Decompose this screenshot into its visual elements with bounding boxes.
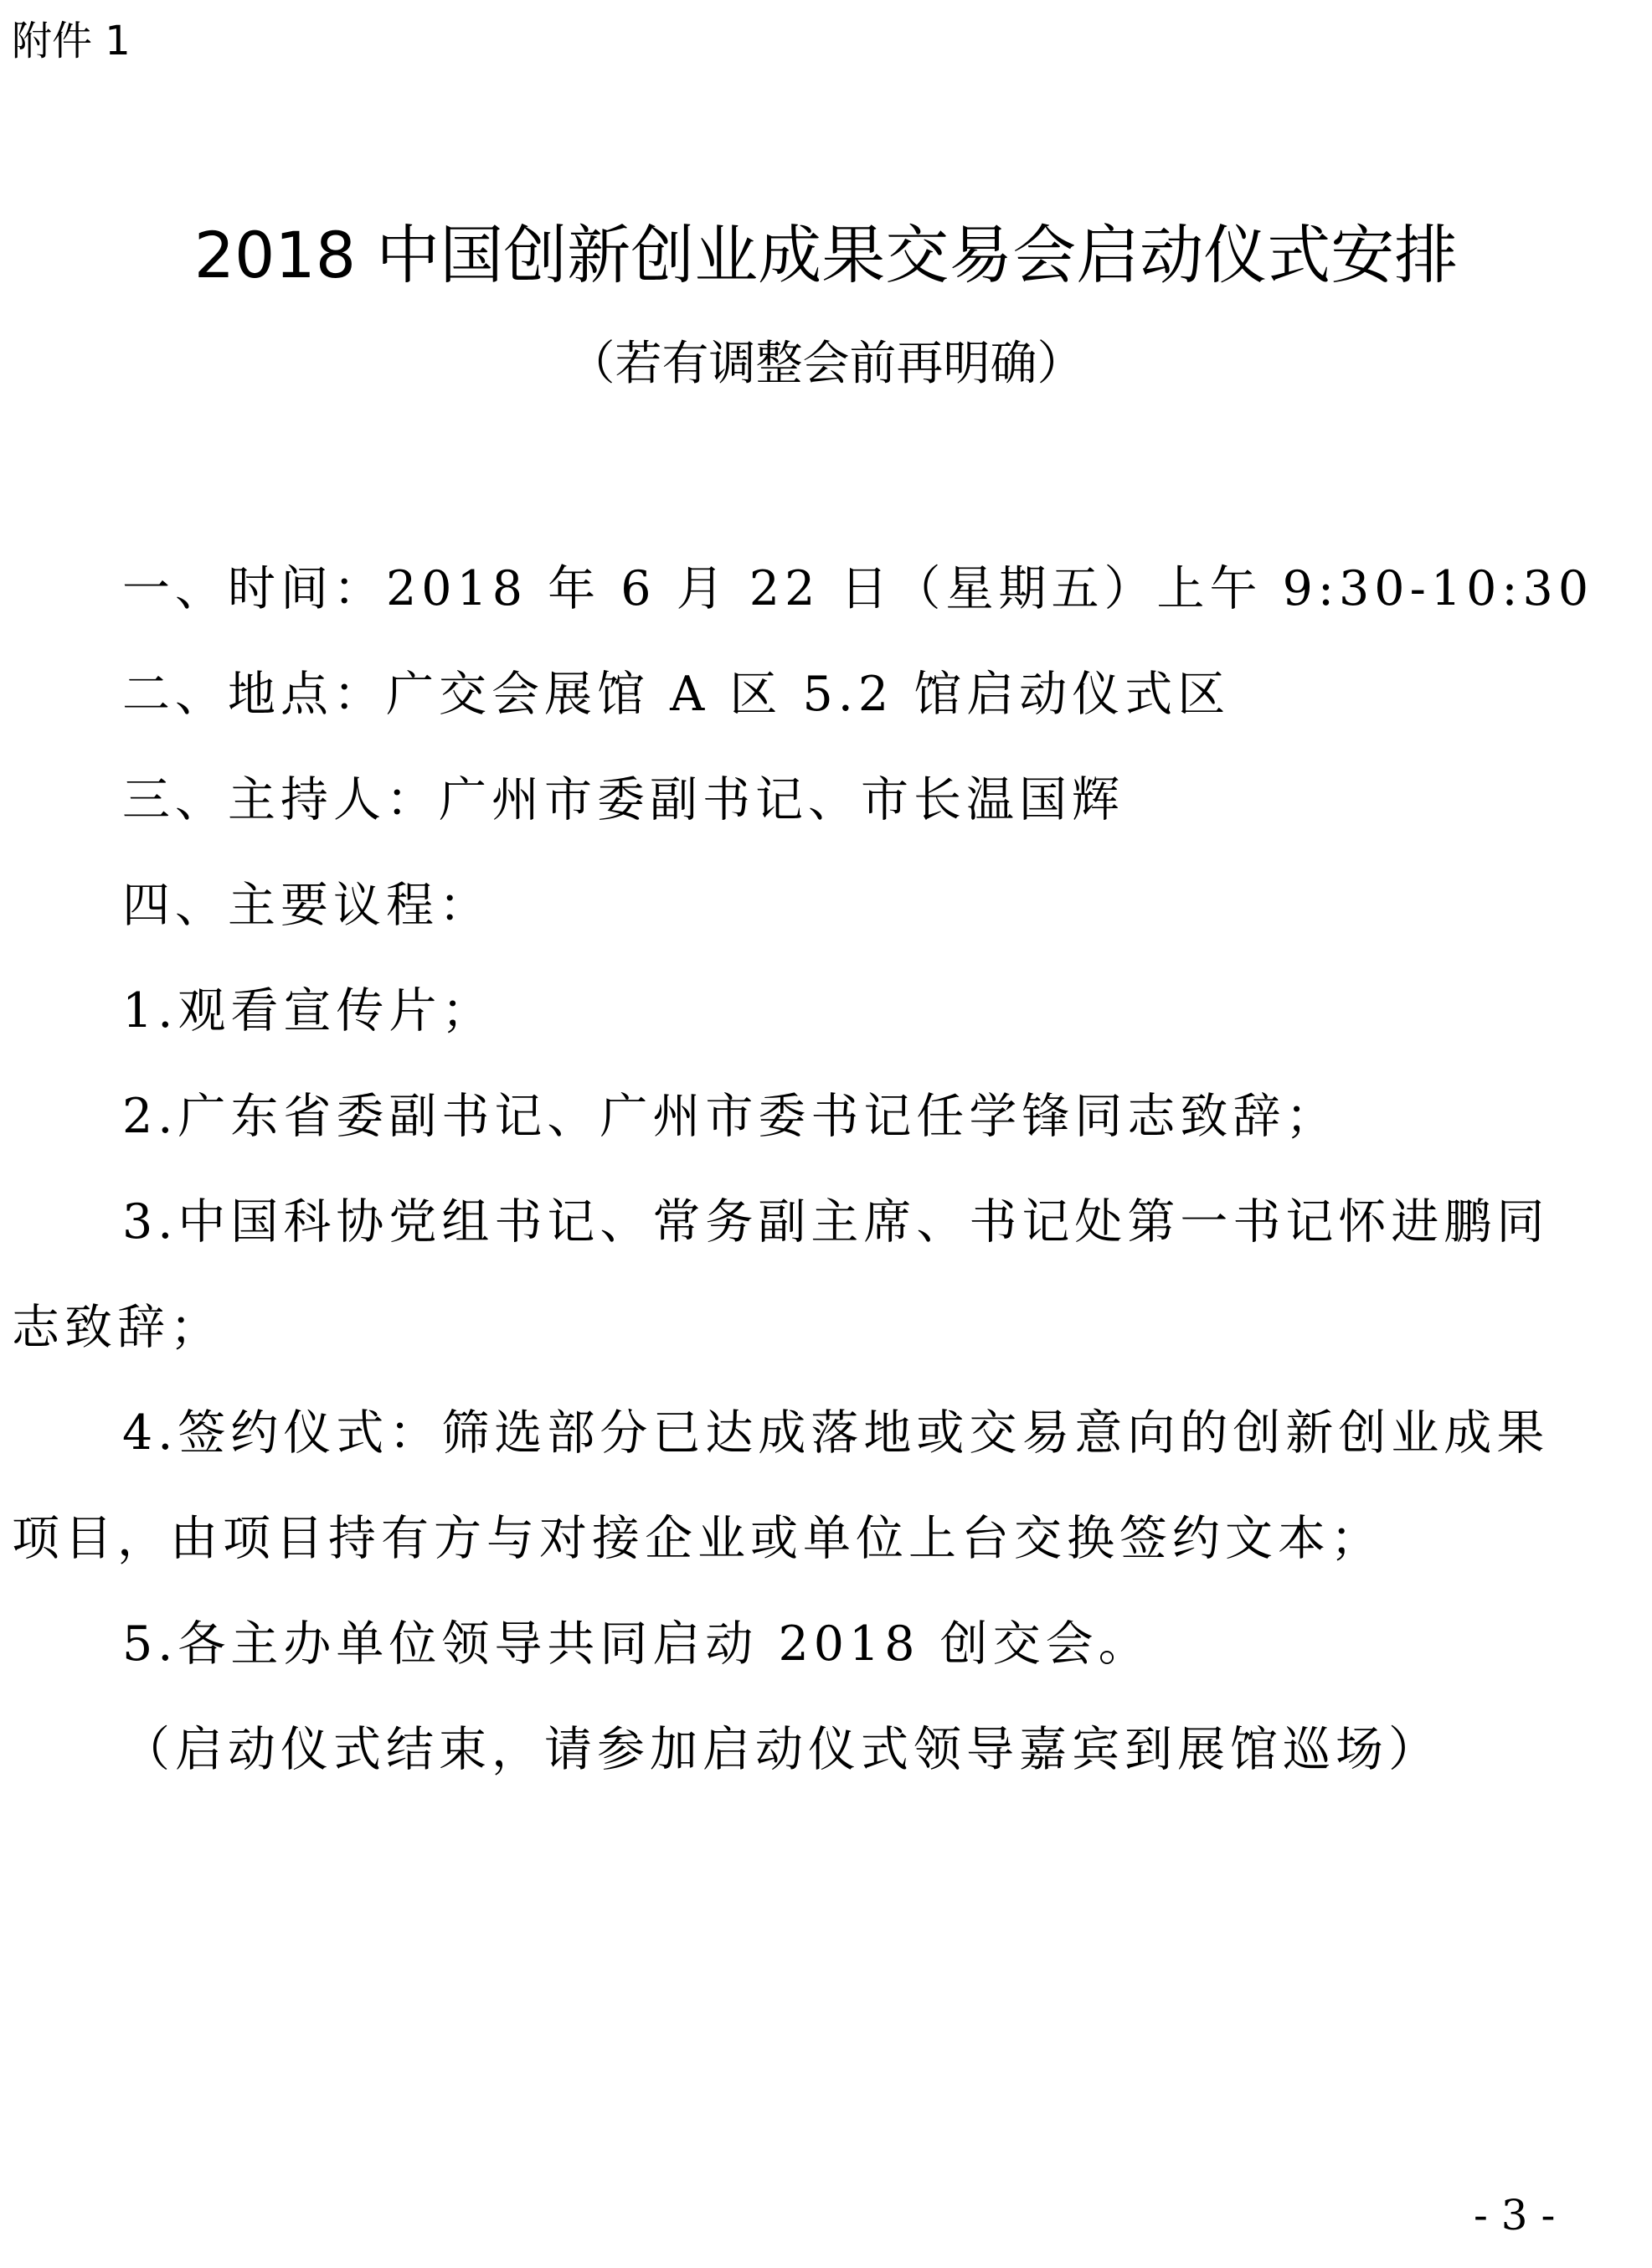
agenda-time: 一、时间：2018 年 6 月 22 日（星期五）上午 9:30-10:30 [122, 561, 1594, 616]
agenda-item-4: 4.签约仪式：筛选部分已达成落地或交易意向的创新创业成果项目，由项目持有方与对接企业或单位上台交换签约文本； [12, 1405, 1550, 1566]
agenda-heading: 四、主要议程： [122, 878, 491, 933]
page-number: - 3 - [1474, 2191, 1556, 2240]
document-subtitle: （若有调整会前再明确） [568, 337, 1084, 391]
agenda-item-1: 1.观看宣传片； [122, 983, 495, 1039]
agenda-item-5: 5.各主办单位领导共同启动 2018 创交会。 [122, 1616, 1151, 1672]
agenda-item-2: 2.广东省委副书记、广州市委书记任学锋同志致辞； [122, 1089, 1339, 1144]
agenda-host: 三、主持人：广州市委副书记、市长温国辉 [122, 772, 1124, 827]
agenda-location: 二、地点：广交会展馆 A 区 5.2 馆启动仪式区 [122, 667, 1231, 722]
closing-note: （启动仪式结束，请参加启动仪式领导嘉宾到展馆巡场） [122, 1722, 1441, 1777]
document-body [12, 536, 1594, 1802]
document-title: 2018 中国创新创业成果交易会启动仪式安排 [193, 218, 1459, 292]
agenda-item-3: 3.中国科协党组书记、常务副主席、书记处第一书记怀进鹏同志致辞； [12, 1194, 1550, 1355]
attachment-label: 附件 1 [12, 18, 131, 64]
